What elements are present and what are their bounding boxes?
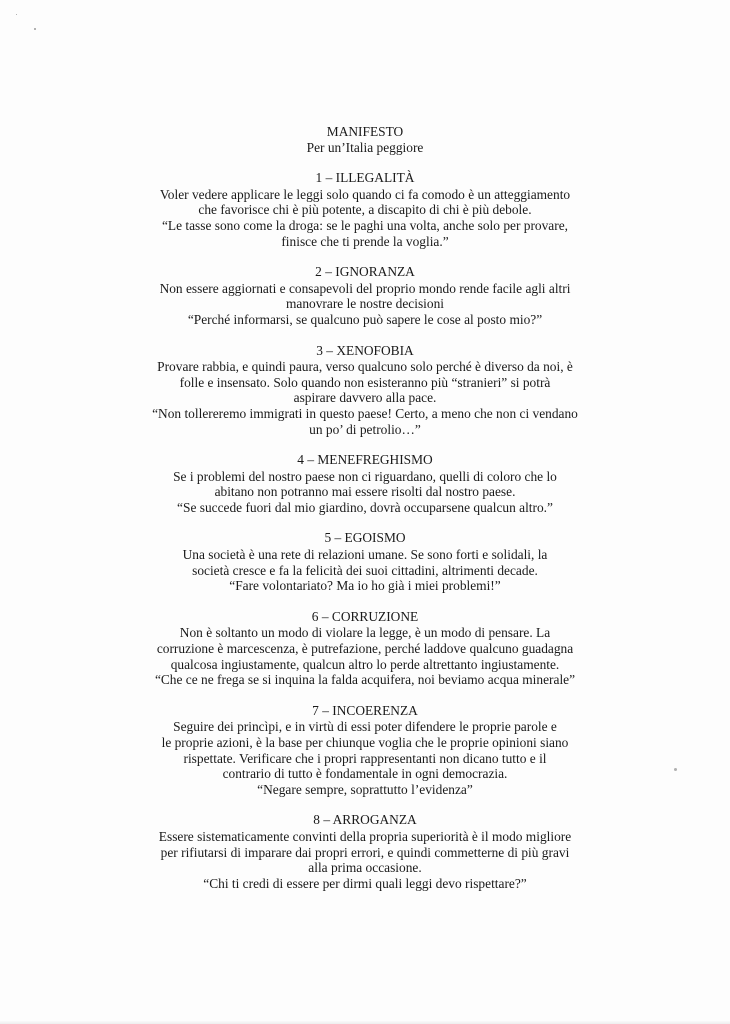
text-line: Una società è una rete di relazioni umane. Se sono forti e solidali, la — [182, 547, 548, 563]
section-egoismo — [120, 530, 610, 593]
manifesto-text — [120, 124, 610, 891]
text-line: rispettate. Verificare che i propri rappresentanti non dicano tutto e il — [183, 750, 547, 766]
section-heading: 4 – MENEFREGHISMO — [297, 452, 433, 468]
text-line: qualcosa ingiustamente, qualcun altro lo perde altrettanto ingiustamente. — [170, 656, 560, 672]
text-line: Voler vedere applicare le leggi solo quando ci fa comodo è un atteggiamento — [159, 186, 571, 202]
section-heading: 7 – INCOERENZA — [312, 702, 418, 718]
section-xenofobia — [120, 343, 610, 438]
quote-line: “Negare sempre, soprattutto l’evidenza” — [257, 781, 473, 797]
text-line: Seguire dei princìpi, e in virtù di essi poter difendere le proprie parole e — [173, 719, 557, 735]
section-heading: 2 – IGNORANZA — [315, 264, 415, 280]
section-heading: 1 – ILLEGALITÀ — [315, 170, 415, 186]
text-line: folle e insensato. Solo quando non esisteranno più “stranieri” si potrà — [179, 374, 551, 390]
scan-speck — [674, 768, 677, 771]
text-line: per rifiutarsi di imparare dai propri errori, e quindi commetterne di più gravi — [160, 844, 570, 860]
scan-speck — [16, 14, 17, 15]
text-line: contrario di tutto è fondamentale in ogni democrazia. — [222, 766, 508, 782]
quote-line: “Se succede fuori dal mio giardino, dovrà occuparsene qualcun altro.” — [177, 499, 553, 515]
section-ignoranza — [120, 264, 610, 327]
section-illegalita — [120, 170, 610, 249]
section-heading: 8 – ARROGANZA — [313, 812, 417, 828]
section-heading: 3 – XENOFOBIA — [316, 342, 414, 358]
quote-line: “Non tollereremo immigrati in questo paese! Certo, a meno che non ci vendano — [152, 405, 578, 421]
section-menefreghismo — [120, 452, 610, 515]
text-line: Non è soltanto un modo di violare la legge, è un modo di pensare. La — [179, 625, 551, 641]
section-corruzione — [120, 609, 610, 688]
text-line: Se i problemi del nostro paese non ci riguardano, quelli di coloro che lo — [173, 468, 557, 484]
quote-line: “Fare volontariato? Ma io ho già i miei problemi!” — [229, 578, 501, 594]
text-line: Non essere aggiornati e consapevoli del proprio mondo rende facile agli altri — [159, 280, 571, 296]
section-heading: 5 – EGOISMO — [324, 530, 406, 546]
section-incoerenza — [120, 703, 610, 798]
text-line: le proprie azioni, è la base per chiunque voglia che le proprie opinioni siano — [161, 735, 569, 750]
scan-speck — [34, 28, 36, 30]
text-line: società cresce e fa la felicità dei suoi cittadini, altrimenti decade. — [192, 562, 538, 578]
quote-line: un po’ di petrolio…” — [309, 421, 421, 437]
quote-line: “Perché informarsi, se qualcuno può sapere le cose al posto mio?” — [187, 311, 543, 327]
quote-line: “Le tasse sono come la droga: se le paghi una volta, anche solo per provare, — [161, 217, 569, 233]
quote-line: finisce che ti prende la voglia.” — [281, 233, 449, 249]
text-line: Essere sistematicamente convinti della propria superiorità è il modo migliore — [158, 828, 572, 844]
section-heading: 6 – CORRUZIONE — [311, 608, 419, 624]
text-line: aspirare davvero alla pace. — [293, 390, 437, 406]
text-line: abitano non potranno mai essere risolti dal nostro paese. — [214, 484, 516, 500]
text-line: Provare rabbia, e quindi paura, verso qualcuno solo perché è diverso da noi, è — [157, 359, 573, 375]
scan-bottom-edge — [0, 1020, 730, 1024]
text-line: manovrare le nostre decisioni — [285, 296, 445, 312]
document-subtitle: Per un’Italia peggiore — [306, 139, 424, 155]
quote-line: “Che ce ne frega se si inquina la falda acquifera, noi beviamo acqua minerale” — [154, 672, 576, 688]
text-line: che favorisce chi è più potente, a discapito di chi è più debole. — [198, 202, 532, 218]
section-arroganza — [120, 812, 610, 891]
text-line: corruzione è marcescenza, è putrefazione, perché laddove qualcuno guadagna — [156, 641, 574, 657]
document-title: MANIFESTO — [326, 124, 404, 139]
quote-line: “Chi ti credi di essere per dirmi quali leggi devo rispettare?” — [203, 875, 527, 891]
text-line: alla prima occasione. — [308, 860, 422, 876]
